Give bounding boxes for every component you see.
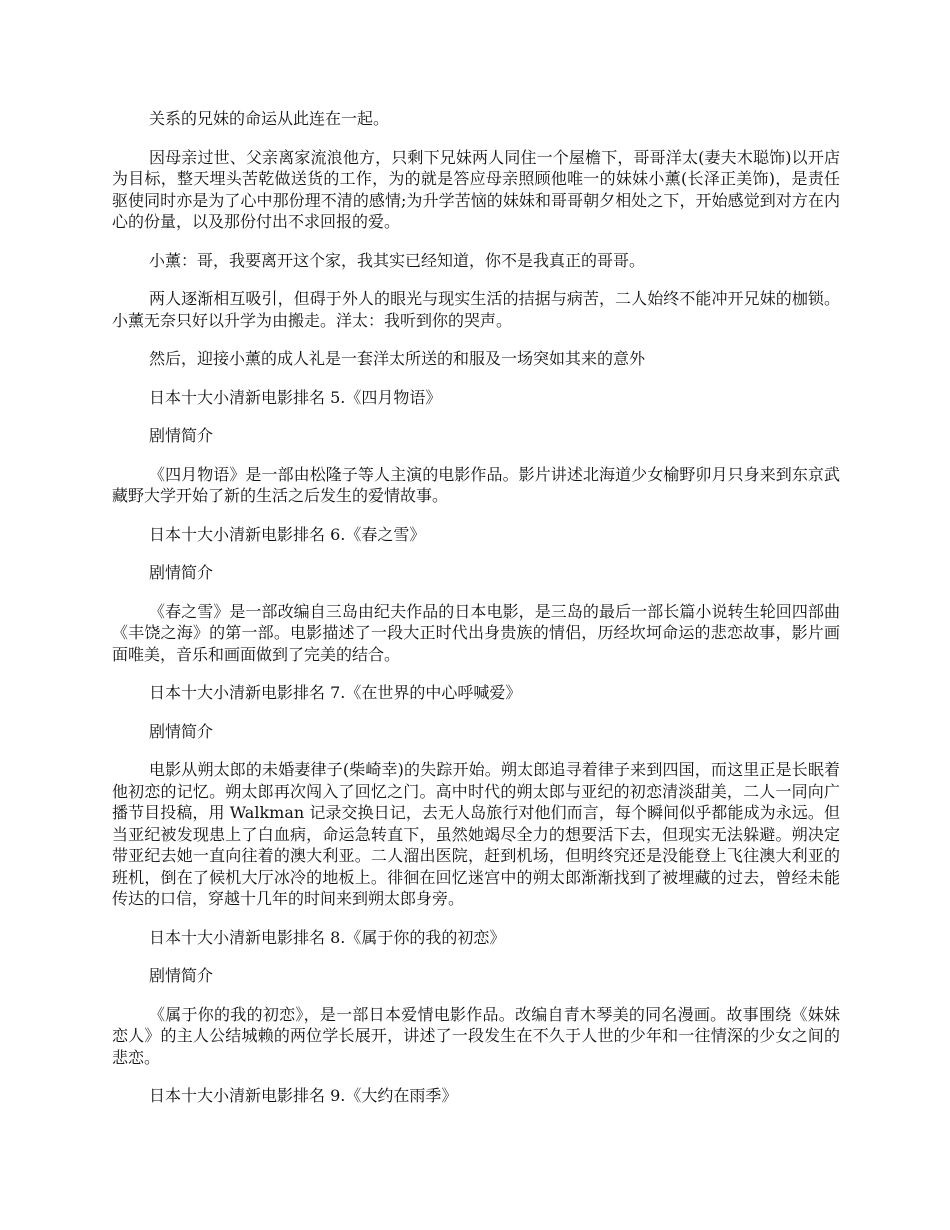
heading-rank-9: 日本十大小清新电影排名 9.《大约在雨季》 xyxy=(149,1086,458,1105)
paragraph-synopsis-april-story: 《四月物语》是一部由松隆子等人主演的电影作品。影片讲述北海道少女榆野卯月只身来到东京武藏野大学开始了新的生活之后发生的爱情故事。 xyxy=(112,464,840,505)
paragraph-plot-attraction: 两人逐渐相互吸引，但碍于外人的眼光与现实生活的拮据与病苦，二人始终不能冲开兄妹的枷锁。小薰无奈只好以升学为由搬走。洋太：我听到你的哭声。 xyxy=(112,289,840,330)
paragraph-continuation: 关系的兄妹的命运从此连在一起。 xyxy=(149,109,390,128)
paragraph-plot-ending: 然后，迎接小薰的成人礼是一套洋太所送的和服及一场突如其来的意外 xyxy=(149,349,646,368)
heading-rank-8: 日本十大小清新电影排名 8.《属于你的我的初恋》 xyxy=(149,927,506,947)
paragraph-plot-siblings: 因母亲过世、父亲离家流浪他方，只剩下兄妹两人同住一个屋檐下，哥哥洋太(妻夫木聪饰)以开店为目标，整天埋头苦乾做送货的工作，为的就是答应母亲照顾他唯一的妹妹小薰(长泽正美饰)，是责任驱使同时亦是为了心中那份理不清的感情;为升学苦恼的妹妹和哥哥朝夕相处之下，开始感觉到对方在内心的份量，以及那份付出不求回报的爱。 xyxy=(112,147,840,231)
subheading-synopsis: 剧情简介 xyxy=(149,563,214,582)
subheading-synopsis: 剧情简介 xyxy=(149,426,214,445)
subheading-synopsis: 剧情简介 xyxy=(149,721,214,741)
paragraph-synopsis-first-love: 《属于你的我的初恋》，是一部日本爱情电影作品。改编自青木琴美的同名漫画。故事围绕《妹妹恋人》的主人公结城赖的两位学长展开，讲述了一段发生在不久于人世的少年和一往情深的少女之间的悲恋。 xyxy=(112,1004,840,1067)
subheading-synopsis: 剧情简介 xyxy=(149,966,214,985)
paragraph-dialogue-kaoru: 小薰：哥，我要离开这个家，我其实已经知道，你不是我真正的哥哥。 xyxy=(149,250,646,270)
heading-rank-7: 日本十大小清新电影排名 7.《在世界的中心呼喊爱》 xyxy=(149,683,522,702)
document-page xyxy=(112,108,840,1124)
paragraph-synopsis-crying-out-love: 电影从朔太郎的未婚妻律子(柴崎幸)的失踪开始。朔太郎追寻着律子来到四国，而这里正是长眠着他初恋的记忆。朔太郎再次闯入了回忆之门。高中时代的朔太郎与亚纪的初恋清淡甜美，二人一同向广播节目投稿，用 Walkman 记录交换日记，去无人岛旅行对他们而言，每个瞬间似乎都能成为永远。但当亚纪被发现患上了白血病，命运急转直下，虽然她竭尽全力的想要活下去，但现实无法躲避。朔决定带亚纪去她一直向往着的澳大利亚。二人溜出医院，赶到机场，但明终究还是没能登上飞往澳大利亚的班机，倒在了候机大厅冰冷的地板上。徘徊在回忆迷宫中的朔太郎渐渐找到了被埋藏的过去，曾经未能传达的口信，穿越十几年的时间来到朔太郎身旁。 xyxy=(112,760,840,908)
heading-rank-5: 日本十大小清新电影排名 5.《四月物语》 xyxy=(149,387,442,407)
heading-rank-6: 日本十大小清新电影排名 6.《春之雪》 xyxy=(149,524,426,544)
paragraph-synopsis-spring-snow: 《春之雪》是一部改编自三岛由纪夫作品的日本电影，是三岛的最后一部长篇小说转生轮回四部曲《丰饶之海》的第一部。电影描述了一段大正时代出身贵族的情侣，历经坎坷命运的悲恋故事，影片画面唯美，音乐和画面做到了完美的结合。 xyxy=(112,601,840,664)
